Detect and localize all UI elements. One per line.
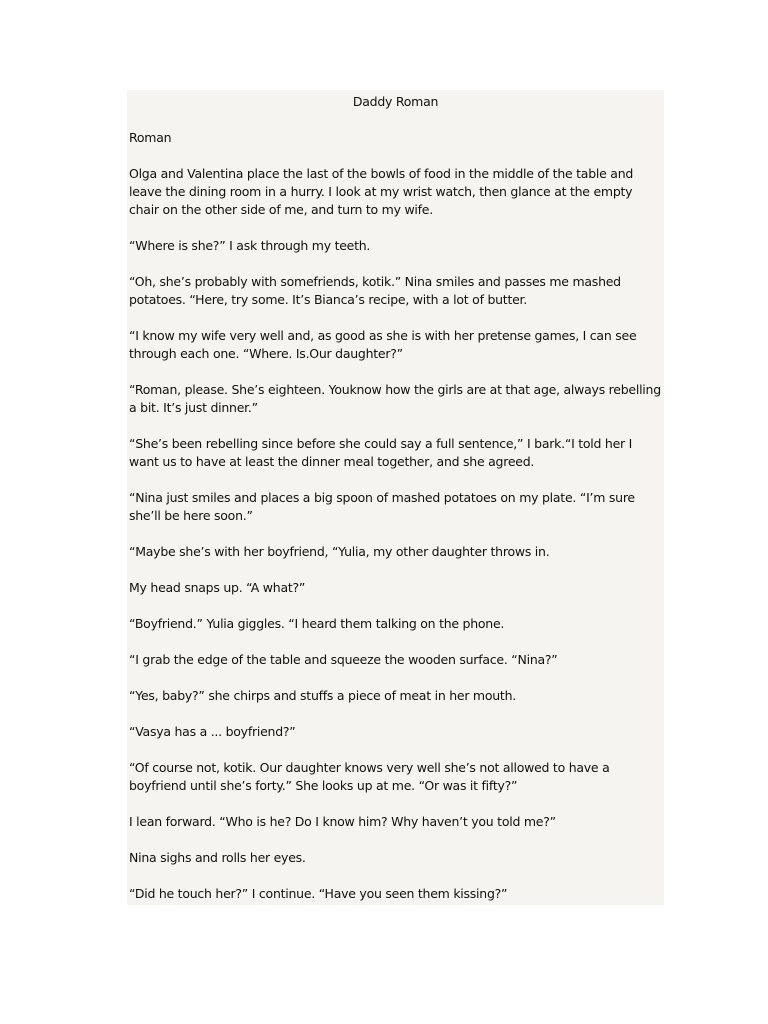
paragraph: “Did he touch her?” I continue. “Have you seen them kissing?” [129,886,508,901]
paragraph: Nina sighs and rolls her eyes. [129,850,306,865]
paragraph: “Of course not, kotik. Our daughter knows very well she’s not allowed to have a boyfriend until she’s forty.” She looks up at me. “Or was it fifty?” [129,760,610,793]
paragraph: “I know my wife very well and, as good as she is with her pretense games, I can see through each one. “Where. Is.Our daughter?” [129,328,637,361]
paragraph: “Vasya has a ... boyfriend?” [129,724,296,739]
paragraph-chapter-name: Roman [129,130,172,145]
document-page [127,90,664,905]
paragraph: I lean forward. “Who is he? Do I know him? Why haven’t you told me?” [129,814,556,829]
paragraph: “Where is she?” I ask through my teeth. [129,238,371,253]
paragraph: “Nina just smiles and places a big spoon of mashed potatoes on my plate. “I’m sure she’ll be here soon.” [129,490,635,523]
paragraph: Olga and Valentina place the last of the bowls of food in the middle of the table and leave the dining room in a hurry. I look at my wrist watch, then glance at the empty chair on the other side of me, and turn to my wife. [129,166,634,217]
paragraph: “Boyfriend.” Yulia giggles. “I heard them talking on the phone. [129,616,505,631]
paragraph: “I grab the edge of the table and squeeze the wooden surface. “Nina?” [129,652,558,667]
paragraph: “Oh, she’s probably with somefriends, kotik.” Nina smiles and passes me mashed potatoes. “Here, try some. It’s Bianca’s recipe, with a lot of butter. [129,274,621,307]
paragraph: “Yes, baby?” she chirps and stuffs a piece of meat in her mouth. [129,688,516,703]
paragraph: “She’s been rebelling since before she could say a full sentence,” I bark.“I told her I want us to have at least the dinner meal together, and she agreed. [129,436,633,469]
paragraph: “Roman, please. She’s eighteen. Youknow how the girls are at that age, always rebelling a bit. It’s just dinner.” [129,382,661,415]
document-title: Daddy Roman [352,94,439,109]
paragraph: “Maybe she’s with her boyfriend, “Yulia, my other daughter throws in. [129,544,550,559]
paragraph: My head snaps up. “A what?” [129,580,306,595]
